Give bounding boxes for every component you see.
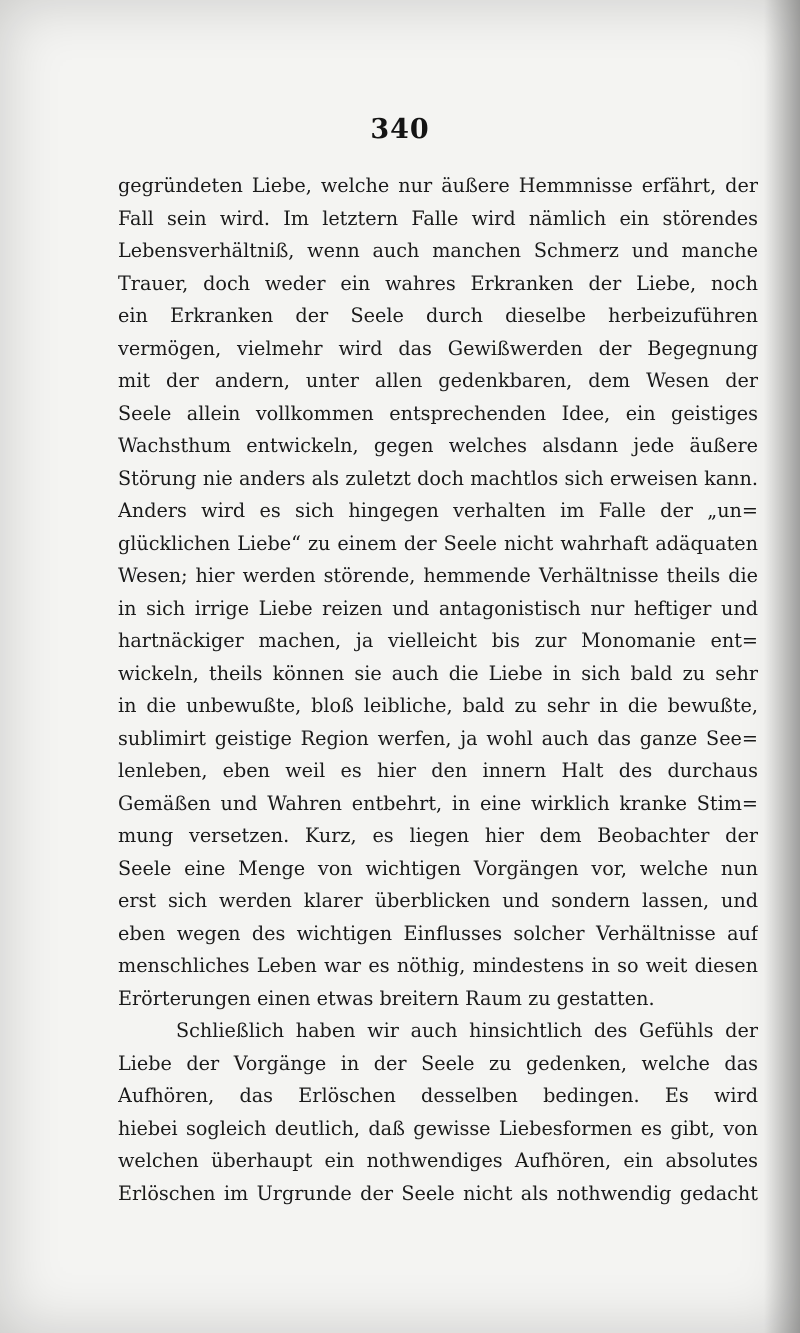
text-line: in die unbewußte, bloß leibliche, bald zu sehr in die bewußte, [118,694,758,717]
text-line: glücklichen Liebe“ zu einem der Seele nicht wahrhaft adäquaten [118,531,758,555]
text-line: in sich irrige Liebe reizen und antagonistisch nur heftiger und [118,596,758,620]
text-line: Fall sein wird. Im letztern Falle wird nämlich ein störendes [118,206,758,230]
text-line: Schließlich haben wir auch hinsichtlich des Gefühls der [176,1019,758,1042]
text-line: wickeln, theils können sie auch die Liebe in sich bald zu sehr [118,661,758,685]
text-line: Aufhören, das Erlöschen desselben bedingen. Es wird [118,1084,758,1107]
text-line: mit der andern, unter allen gedenkbaren, dem Wesen der [118,369,758,392]
text-line: Trauer, doch weder ein wahres Erkranken der Liebe, noch [118,271,758,295]
text-line: sublimirt geistige Region werfen, ja wohl auch das ganze See= [118,726,758,750]
text-line: eben wegen des wichtigen Einflusses solcher Verhältnisse auf [118,921,758,945]
text-line: Liebe der Vorgänge in der Seele zu gedenken, welche das [118,1051,758,1075]
text-line: Anders wird es sich hingegen verhalten im Falle der „un= [118,499,758,522]
text-line: Gemäßen und Wahren entbehrt, in eine wirklich kranke Stim= [118,791,758,815]
text-line: gegründeten Liebe, welche nur äußere Hemmnisse erfährt, der [118,174,758,197]
text-line: Wachsthum entwickeln, gegen welches alsdann jede äußere [118,434,758,457]
text-line: Erlöschen im Urgrunde der Seele nicht als nothwendig gedacht [118,1181,758,1205]
text-line: ein Erkranken der Seele durch dieselbe herbeizuführen [118,304,758,327]
text-line: hiebei sogleich deutlich, daß gewisse Liebesformen es gibt, von [118,1116,758,1140]
text-line: hartnäckiger machen, ja vielleicht bis zur Monomanie ent= [118,629,758,652]
text-line: vermögen, vielmehr wird das Gewißwerden der Begegnung [118,336,758,360]
text-line: mung versetzen. Kurz, es liegen hier dem Beobachter der [118,824,758,847]
text-line: menschliches Leben war es nöthig, mindestens in so weit diesen [118,954,758,977]
text-line: Erörterungen einen etwas breitern Raum zu gestatten. [118,986,655,1010]
text-line: erst sich werden klarer überblicken und sondern lassen, und [118,889,758,912]
page-number: 340 [370,114,430,145]
text-line: lenleben, eben weil es hier den innern Halt des durchaus [118,759,758,782]
text-line: Seele allein vollkommen entsprechenden Idee, ein geistiges [118,401,758,425]
page-text [118,170,758,1210]
text-line: welchen überhaupt ein nothwendiges Aufhören, ein absolutes [118,1149,758,1172]
text-line: Lebensverhältniß, wenn auch manchen Schmerz und manche [118,239,758,262]
text-line: Wesen; hier werden störende, hemmende Verhältnisse theils die [118,564,758,587]
text-line: Seele eine Menge von wichtigen Vorgängen vor, welche nun [118,856,758,880]
text-line: Störung nie anders als zuletzt doch machtlos sich erweisen kann. [118,466,758,490]
